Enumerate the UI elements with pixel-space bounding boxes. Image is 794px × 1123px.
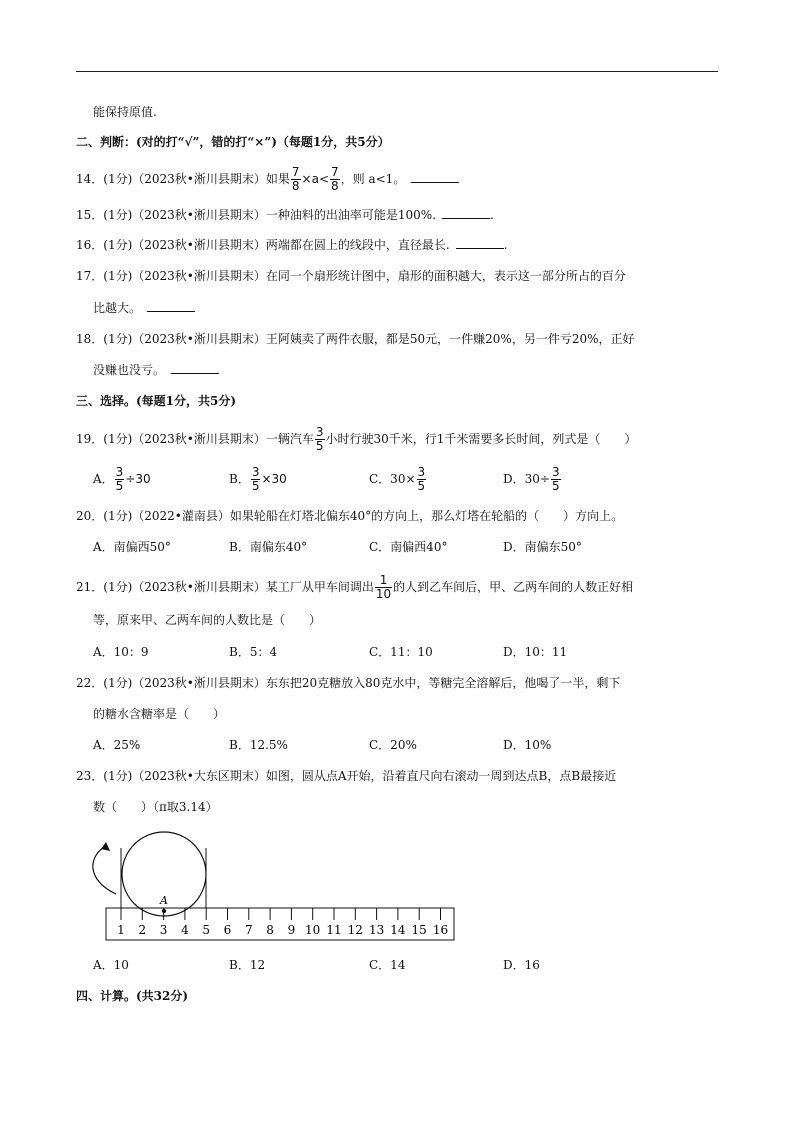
question-22-line2: 的糖水含糖率是（ ）: [93, 707, 226, 721]
q17-line2-text: 比越大。: [93, 301, 142, 315]
question-14: [76, 166, 459, 193]
arrow-head-icon: [101, 842, 110, 851]
point-a-dot: [162, 909, 166, 913]
ruler-tick-label: 2: [138, 923, 147, 937]
answer-blank[interactable]: [456, 238, 504, 249]
q22-option-c[interactable]: C．20%: [369, 738, 417, 752]
question-16: [76, 237, 508, 253]
q16-text: 16．(1分)（2023秋•淅川县期末）两端都在圆上的线段中，直径最长.: [76, 238, 450, 252]
q14-fraction-b: $\frac{7}{8}$: [331, 165, 339, 193]
q21-option-a[interactable]: A．10：9: [93, 645, 149, 659]
ruler-tick-label: 9: [287, 923, 296, 937]
ruler-tick-label: 7: [244, 923, 253, 937]
q23-option-d[interactable]: D．16: [503, 958, 540, 972]
q19-option-b[interactable]: B． $\frac{3}{5}$ ×30: [229, 465, 287, 493]
question-18-line2: [93, 362, 219, 378]
question-17-line1: 17．(1分)（2023秋•淅川县期末）在同一个扇形统计图中，扇形的面积越大，表示这一部分所占的百分: [76, 269, 626, 283]
ruler-tick-label: 14: [390, 923, 406, 937]
section-2-title: 二、判断：(对的打“√”，错的打“×”)（每题1分，共5分）: [76, 135, 390, 149]
q18-line2-text: 没赚也没亏。: [93, 363, 166, 377]
q20-option-a[interactable]: A．南偏西50°: [93, 540, 171, 554]
ruler-tick-label: 6: [223, 923, 232, 937]
ruler-tick-label: 13: [368, 923, 385, 937]
q19-prefix: 19．(1分)（2023秋•淅川县期末）一辆汽车: [76, 432, 314, 446]
q14-lt: <: [318, 172, 330, 186]
question-23-line2: 数（ ）（π取3.14）: [93, 800, 218, 814]
q14-prefix: 14．(1分)（2023秋•淅川县期末）如果: [76, 172, 290, 186]
q19-suffix: 小时行驶30千米，行1千米需要多长时间，列式是（ ）: [325, 432, 637, 446]
q14-var-a: a: [311, 172, 319, 186]
question-21-line2: 等，原来甲、乙两车间的人数比是（ ）: [93, 613, 322, 627]
question-20: 20．(1分)（2022•灌南县）如果轮船在灯塔北偏东40°的方向上，那么灯塔在轮船的（ ）方向上。: [76, 509, 624, 523]
ruler-tick-label: 8: [266, 923, 274, 937]
q21-option-c[interactable]: C．11：10: [369, 645, 433, 659]
rotation-arrow: [93, 846, 116, 894]
rolling-circle-figure: [80, 820, 460, 946]
ruler-tick-label: 10: [305, 923, 321, 937]
q16-end: .: [503, 238, 508, 252]
q21-prefix: 21．(1分)（2023秋•淅川县期末）某工厂从甲车间调出: [76, 580, 374, 594]
section-4-title: 四、计算。(共32分): [76, 989, 189, 1003]
answer-blank[interactable]: [411, 172, 459, 183]
question-21-line1: [76, 574, 633, 601]
ruler-tick-label: 4: [181, 923, 189, 937]
question-15: [76, 207, 494, 223]
q20-option-b[interactable]: B．南偏东40°: [229, 540, 308, 554]
point-a-label: A: [160, 894, 168, 907]
section-3-title: 三、选择。(每题1分，共5分): [76, 394, 237, 408]
ruler-ticks: [117, 908, 448, 937]
q14-times: ×: [301, 172, 312, 186]
q23-option-b[interactable]: B．12: [229, 958, 266, 972]
q14-suffix: ，则 a<1。: [340, 172, 406, 186]
q23-option-a[interactable]: A．10: [93, 958, 129, 972]
q22-option-b[interactable]: B．12.5%: [229, 738, 288, 752]
q20-option-d[interactable]: D．南偏东50°: [503, 540, 582, 554]
ruler-tick-label: 3: [159, 923, 168, 937]
ruler-tick-label: 15: [411, 923, 427, 937]
answer-blank[interactable]: [442, 208, 490, 219]
q21-suffix: 的人到乙车间后，甲、乙两车间的人数正好相: [393, 580, 634, 594]
question-19: [76, 426, 636, 453]
answer-blank[interactable]: [147, 301, 195, 312]
q14-fraction-a: $\frac{7}{8}$: [291, 165, 300, 193]
continued-text: 能保持原值.: [93, 105, 157, 119]
ruler-tick-label: 5: [202, 923, 211, 937]
q15-text: 15．(1分)（2023秋•淅川县期末）一种油料的出油率可能是100%.: [76, 208, 437, 222]
q19-fraction: $\frac{3}{5}$: [315, 425, 324, 453]
ruler-tick-label: 1: [117, 923, 125, 937]
ruler-tick-label: 11: [326, 923, 342, 937]
q19-option-a[interactable]: A． $\frac{3}{5}$ ÷30: [93, 465, 151, 493]
ruler-tick-label: 12: [347, 923, 363, 937]
header-rule: [76, 71, 718, 72]
q15-end: .: [490, 208, 494, 222]
q21-option-b[interactable]: B．5：4: [229, 645, 278, 659]
q21-fraction: $\frac{1}{10}$: [375, 573, 392, 601]
q21-option-d[interactable]: D．10：11: [503, 645, 568, 659]
question-22-line1: 22．(1分)（2023秋•淅川县期末）东东把20克糖放入80克水中，等糖完全溶解后，他喝了一半，剩下: [76, 676, 621, 690]
q19-option-c[interactable]: C．30× $\frac{3}{5}$: [369, 465, 426, 493]
question-17-line2: [93, 300, 195, 316]
answer-blank[interactable]: [171, 363, 219, 374]
question-23-line1: 23．(1分)（2023秋•大东区期末）如图，圆从点A开始，沿着直尺向右滚动一周到达点B，点B最接近: [76, 769, 617, 783]
q22-option-a[interactable]: A．25%: [93, 738, 141, 752]
question-18-line1: 18．(1分)（2023秋•淅川县期末）王阿姨卖了两件衣服，都是50元，一件赚20%，另一件亏20%，正好: [76, 332, 635, 346]
q20-option-c[interactable]: C．南偏西40°: [369, 540, 448, 554]
q23-option-c[interactable]: C．14: [369, 958, 406, 972]
q19-option-d[interactable]: D．30÷ $\frac{3}{5}$: [503, 465, 560, 493]
q22-option-d[interactable]: D．10%: [503, 738, 552, 752]
ruler-tick-label: 16: [432, 923, 449, 937]
